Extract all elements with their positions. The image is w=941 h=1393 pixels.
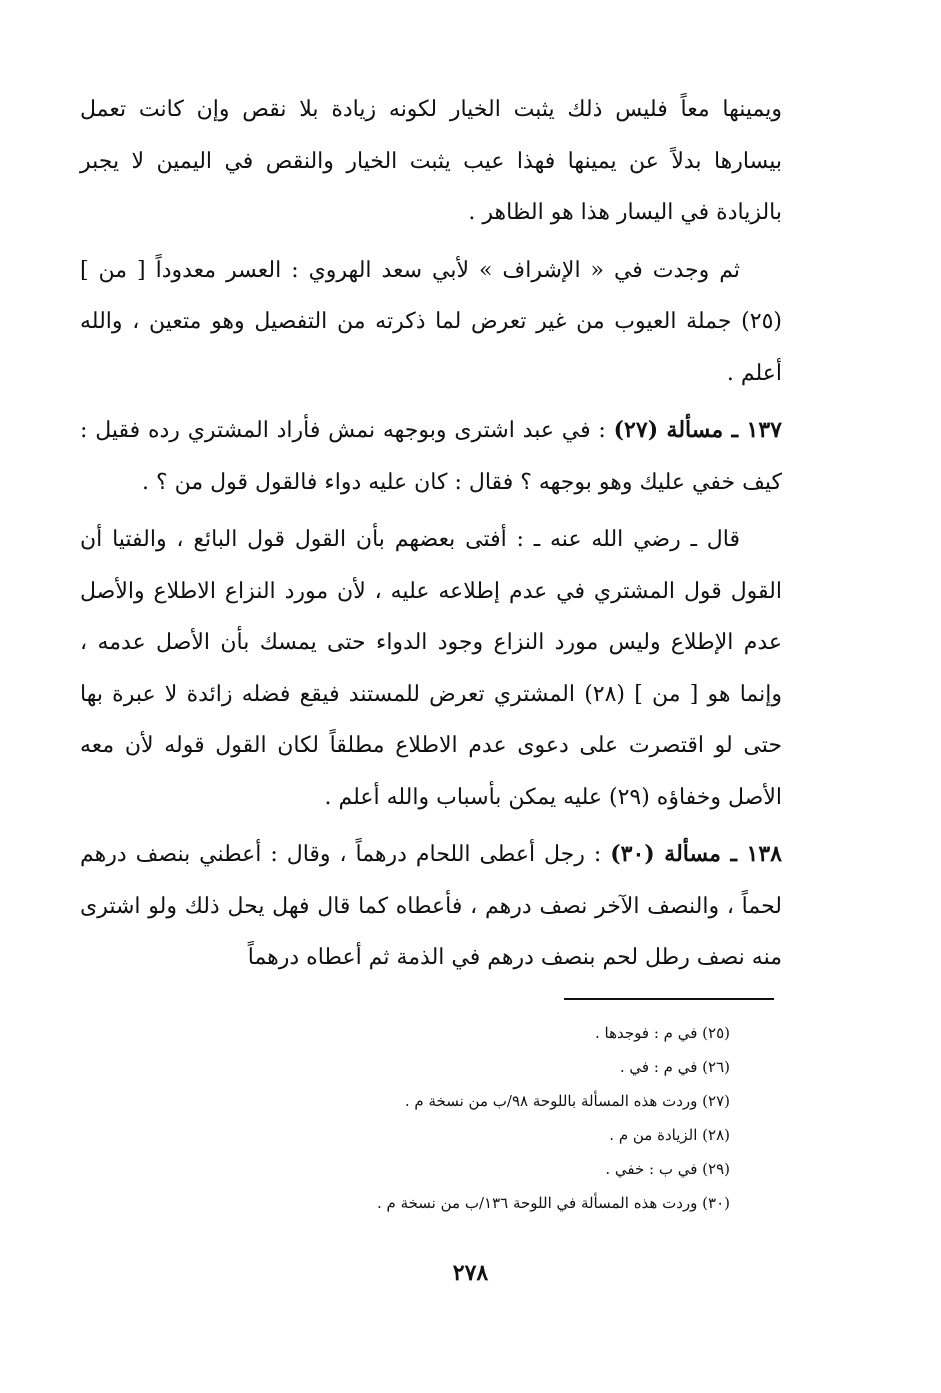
footnote-29: (٢٩) في ب : خفي . [605,1160,730,1178]
footnote-separator [564,998,774,1000]
paragraph-1 [80,84,782,239]
masala-heading-138: ١٣٨ ـ مسألة (٣٠) [610,841,782,867]
paragraph-text: : رجل أعطى اللحام درهماً ، وقال : أعطني بنصف درهم لحماً ، والنصف الآخر نصف درهم ، فأعطاه كما قال فهل يحل ذلك ولو اشترى منه نصف رطل لحم بنصف درهم في الذمة ثم أعطاه درهماً [80,842,782,970]
masala-heading-137: ١٣٧ ـ مسألة (٢٧) [613,417,782,443]
footnote-30: (٣٠) وردت هذه المسألة في اللوحة ١٣٦/ب من نسخة م . [376,1194,730,1212]
paragraph-text: ثم وجدت في « الإشراف » لأبي سعد الهروي : العسر معدوداً [ من ] (٢٥) جملة العيوب من غير تعرض لما ذكرته من التفصيل وهو متعين ، والله أعلم . [80,257,782,386]
paragraph-3-masala-137 [80,405,782,508]
paragraph-4 [80,514,782,823]
page-number: ٢٧٨ [452,1260,489,1286]
paragraph-5-masala-138 [80,829,782,984]
paragraph-text: : في عبد اشترى وبوجهه نمش فأراد المشتري رده فقيل : كيف خفي عليك وهو بوجهه ؟ فقال : كان عليه دواء فالقول قول من ؟ . [80,418,782,495]
footnote-26: (٢٦) في م : في . [619,1058,730,1076]
paragraph-2 [80,245,782,400]
paragraph-text: قال ـ رضي الله عنه ـ : أفتى بعضهم بأن القول قول البائع ، والفتيا أن القول قول المشتري في عدم إطلاعه عليه ، لأن مورد النزاع الاطلاع والأصل عدم الإطلاع وليس مورد النزاع وجود الدواء حتى يمسك بأن الأصل عدمه ، وإنما هو [ من ] (٢٨) المشتري تعرض للمستند فيقع فضله زائدة لا عبرة بها حتى لو اقتصرت على دعوى عدم الاطلاع مطلقاً لكان القول قوله لأن معه الأصل وخفاؤه (٢٩) عليه يمكن بأسباب والله أعلم . [80,527,782,810]
footnote-27: (٢٧) وردت هذه المسألة باللوحة ٩٨/ب من نسخة م . [404,1092,730,1110]
footnote-25: (٢٥) في م : فوجدها . [594,1024,730,1042]
paragraph-text: ويمينها معاً فليس ذلك يثبت الخيار لكونه زيادة بلا نقص وإن كانت تعمل بيسارها بدلاً عن يمينها فهذا عيب يثبت الخيار والنقص في اليمين لا يجبر بالزيادة في اليسار هذا هو الظاهر . [80,97,782,225]
footnote-28: (٢٨) الزيادة من م . [609,1126,730,1144]
main-text [80,84,782,990]
footnotes [280,1016,730,1220]
